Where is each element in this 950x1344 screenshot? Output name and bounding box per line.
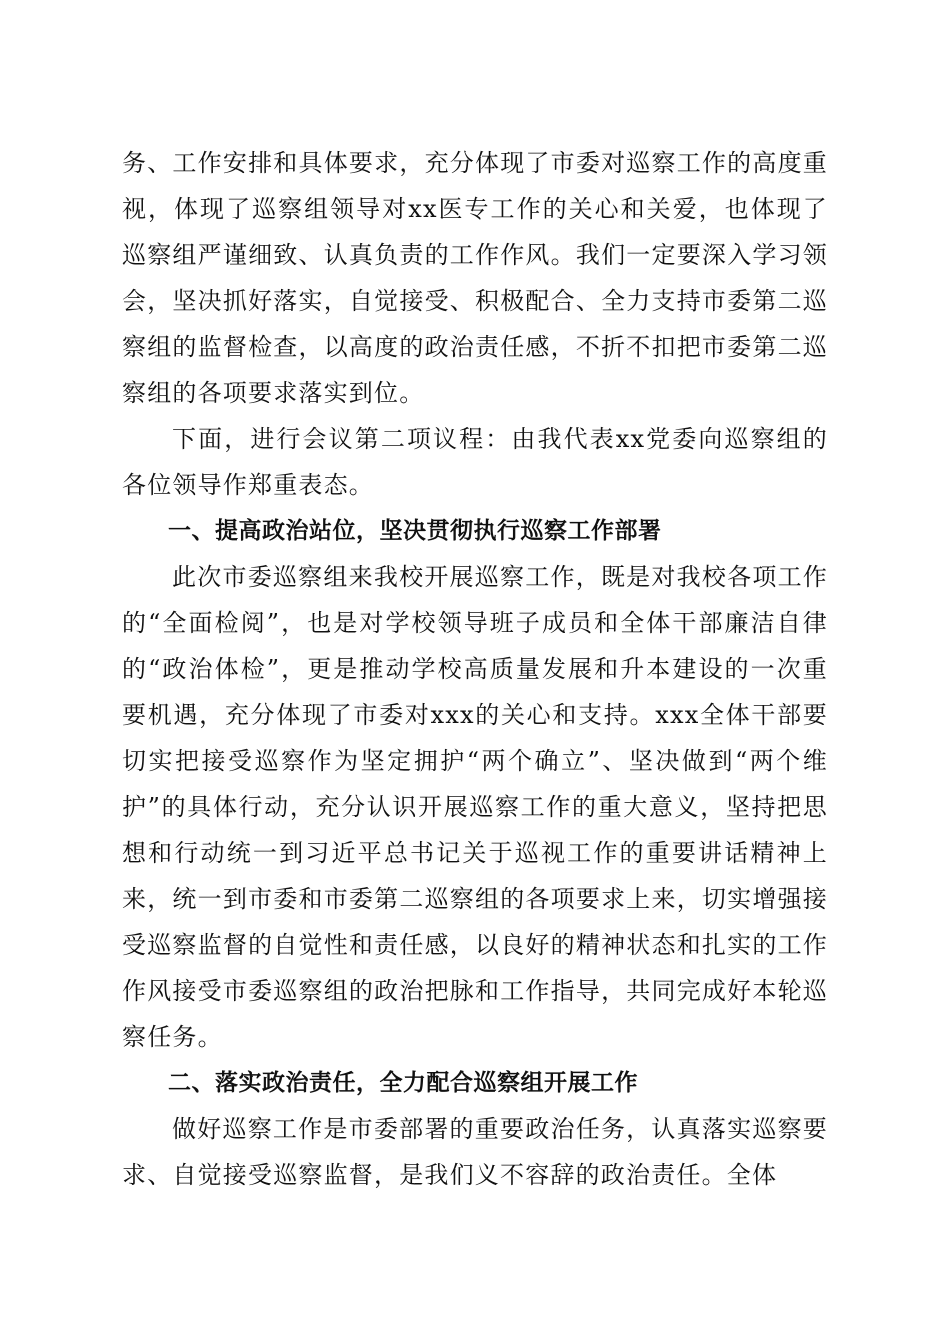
section-heading-2: 二、落实政治责任，全力配合巡察组开展工作 <box>168 1070 638 1096</box>
body-paragraph-4: 做好巡察工作是市委部署的重要政治任务，认真落实巡察要求、自觉接受巡察监督，是我们义不容辞的政治责任。全体 <box>122 1115 828 1189</box>
body-paragraph-1: 务、工作安排和具体要求，充分体现了市委对巡察工作的高度重视，体现了巡察组领导对xx医专工作的关心和关爱，也体现了巡察组严谨细致、认真负责的工作作风。我们一定要深入学习领会，坚决抓好落实，自觉接受、积极配合、全力支持市委第二巡察组的监督检查，以高度的政治责任感，不折不扣把市委第二巡察组的各项要求落实到位。 <box>122 149 828 407</box>
body-paragraph-3: 此次市委巡察组来我校开展巡察工作，既是对我校各项工作的“全面检阅”，也是对学校领导班子成员和全体干部廉洁自律的“政治体检”，更是推动学校高质量发展和升本建设的一次重要机遇，充分体现了市委对xxx的关心和支持。xxx全体干部要切实把接受巡察作为坚定拥护“两个确立”、坚决做到“两个维护”的具体行动，充分认识开展巡察工作的重大意义，坚持把思想和行动统一到习近平总书记关于巡视工作的重要讲话精神上来，统一到市委和市委第二巡察组的各项要求上来，切实增强接受巡察监督的自觉性和责任感，以良好的精神状态和扎实的工作作风接受市委巡察组的政治把脉和工作指导，共同完成好本轮巡察任务。 <box>122 563 828 1051</box>
section-heading-1: 一、提高政治站位，坚决贯彻执行巡察工作部署 <box>168 518 662 544</box>
document-body <box>122 140 828 1198</box>
body-paragraph-2: 下面，进行会议第二项议程：由我代表xx党委向巡察组的各位领导作郑重表态。 <box>122 425 828 499</box>
